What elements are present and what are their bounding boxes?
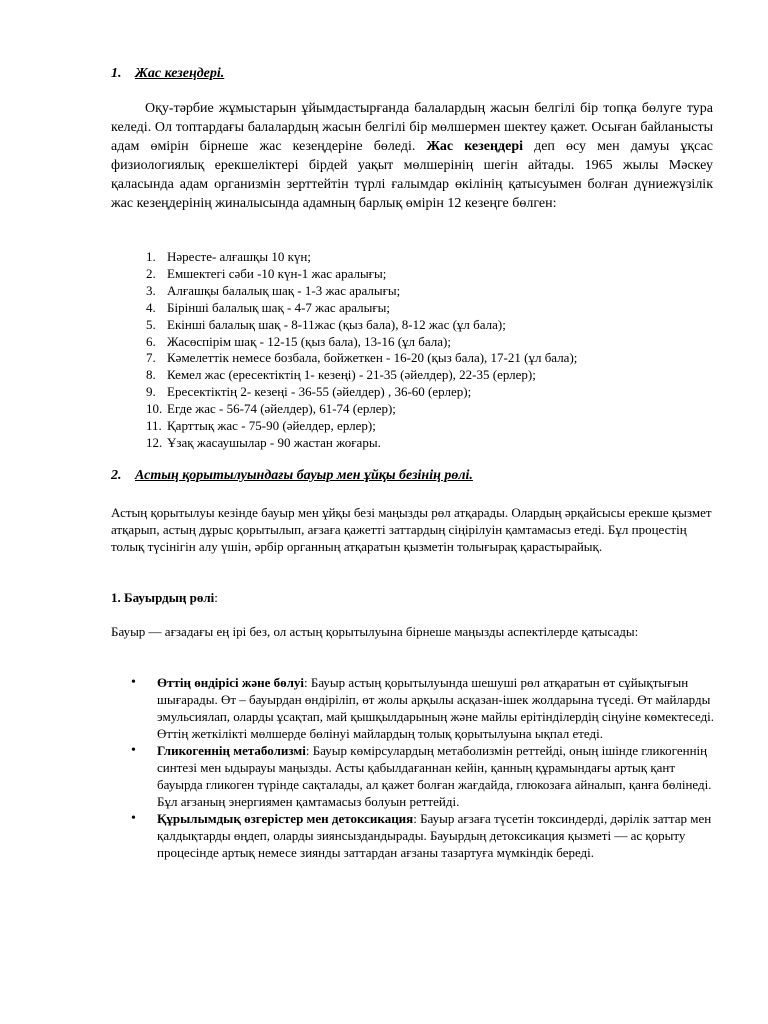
bullet-icon: •	[131, 675, 136, 690]
list-item: 12. Ұзақ жасаушылар - 90 жастан жоғары.	[146, 434, 381, 450]
list-item: 4. Бірінші балалық шақ - 4-7 жас аралығы;	[146, 299, 391, 315]
bullet-icon: •	[131, 743, 136, 758]
list-item: 11. Қарттық жас - 75-90 (әйелдер, ерлер);	[146, 418, 376, 434]
digestion-intro-paragraph: Астың қорытылуы кезінде бауыр мен ұйқы безі маңызды рөл атқарады. Олардың әрқайсысы ерекше қызмет атқарып, астың дұрыс қорытылып, ағзаға қажетті заттардың сіңірілуін қамтамасыз етеді. Бұл процестің толық түсінігін алу үшін, әрбір органның атқаратын қызметін толығырақ қарастырайық.	[111, 505, 712, 554]
list-item: 9. Ересектіктің 2- кезеңі - 36-55 (әйелдер) , 36-60 (ерлер);	[146, 384, 472, 400]
list-item: 6. Жасөспірім шақ - 12-15 (қыз бала), 13-16 (ұл бала);	[146, 333, 451, 349]
liver-intro-paragraph: Бауыр — ағзадағы ең ірі без, ол астың қорытылуына бірнеше маңызды аспектілерде қатысады:	[111, 624, 639, 639]
section-2-number: 2.	[111, 468, 122, 483]
list-item: 2. Емшектегі сәби -10 күн-1 жас аралығы;	[146, 265, 387, 281]
list-item: 1. Нәресте- алғашқы 10 күн;	[146, 249, 311, 264]
bullet-icon: •	[131, 811, 136, 826]
paragraph-text-2: деп өсу мен дамуы ұқсас физиологиялық ерекшеліктері бірдей уақыт мөлшерінің шегін айтады. 1965 жылы Мәскеу қаласында адам организмін зерттейтін түрлі ғалымдар өкілінің қатысуымен болған дүниежүзілік жас кезеңдерінің жиналысында адамның барлық өмірін 12 кезеңге бөлген:	[111, 139, 713, 211]
list-item: 3. Алғашқы балалық шақ - 1-3 жас аралығы;	[146, 282, 401, 298]
list-item: 7. Кәмелеттік немесе бозбала, бойжеткен - 16-20 (қыз бала), 17-21 (ұл бала);	[146, 350, 578, 366]
age-periods-paragraph	[111, 99, 713, 213]
list-item: • Өттің өндірісі және бөлуі: Бауыр астың қорытылуында шешуші рөл атқаратын өт сұйықтығын шығарады. Өт – бауырдан өндіріліп, өт жолы арқылы асқазан-ішек жолдарына түседі. Өт майларды эмульсиялап, оларды ұсақтап, май қышқылдарының және майлы ерітінділердің сіңуіне көмектеседі. Өттің жеткілікті мөлшерде бөлінуі майлардың толық қорытылуына ықпал етеді.	[131, 675, 715, 741]
list-item: 5. Екінші балалық шақ - 8-11жас (қыз бала), 8-12 жас (ұл бала);	[146, 316, 506, 332]
section-1-number: 1.	[111, 66, 122, 81]
paragraph-bold-term: Жас кезеңдері	[426, 139, 524, 154]
section-2-heading	[111, 468, 473, 484]
paragraph-text-1: Оқу-тәрбие жұмыстарын ұйымдастырғанда балалардың жасын белгілі бір топқа бөлуге тура келеді. Ол топтардағы балалардың жасын белгілі бір мөлшермен шектеу қажет. Осыған байланысты адам өмірін бірнеше жас кезеңдеріне бөледі.	[111, 101, 713, 154]
section-1-title: Жас кезеңдері.	[135, 66, 225, 81]
list-item: • Құрылымдық өзгерістер мен детоксикация: Бауыр ағзаға түсетін токсиндерді, дәрілік заттар мен қалдықтарды өңдеп, оларды зиянсыздандырады. Бауырдың детоксикация қызметі — ас қорыту процесінде артық немесе зиянды заттардан ағзаны тазартуға мүмкіндік береді.	[131, 811, 712, 860]
liver-functions-list	[111, 674, 721, 861]
section-1-heading	[111, 66, 224, 82]
age-periods-list	[146, 249, 577, 452]
section-2-title: Астың қорытылуындағы бауыр мен ұйқы безінің рөлі.	[135, 468, 473, 483]
list-item: 8. Кемел жас (ересектіктің 1- кезеңі) - 21-35 (әйелдер), 22-35 (ерлер);	[146, 367, 536, 383]
list-item: 10. Егде жас - 56-74 (әйелдер), 61-74 (ерлер);	[146, 401, 396, 417]
liver-role-heading: 1. Бауырдың рөлі:	[111, 590, 218, 605]
list-item: • Гликогеннің метаболизмі: Бауыр көмірсулардың метаболизмін реттейді, оның ішінде гликогеннің синтезі мен ыдырауы маңызды. Асты қабылдағаннан кейін, қанның құрамындағы артық қант бауырда гликоген түрінде сақталады, ал қажет болған жағдайда, глюкозаға айналып, қанға бөлінеді. Бұл ағзаның энергиямен қамтамасыз болуын реттейді.	[131, 743, 712, 809]
